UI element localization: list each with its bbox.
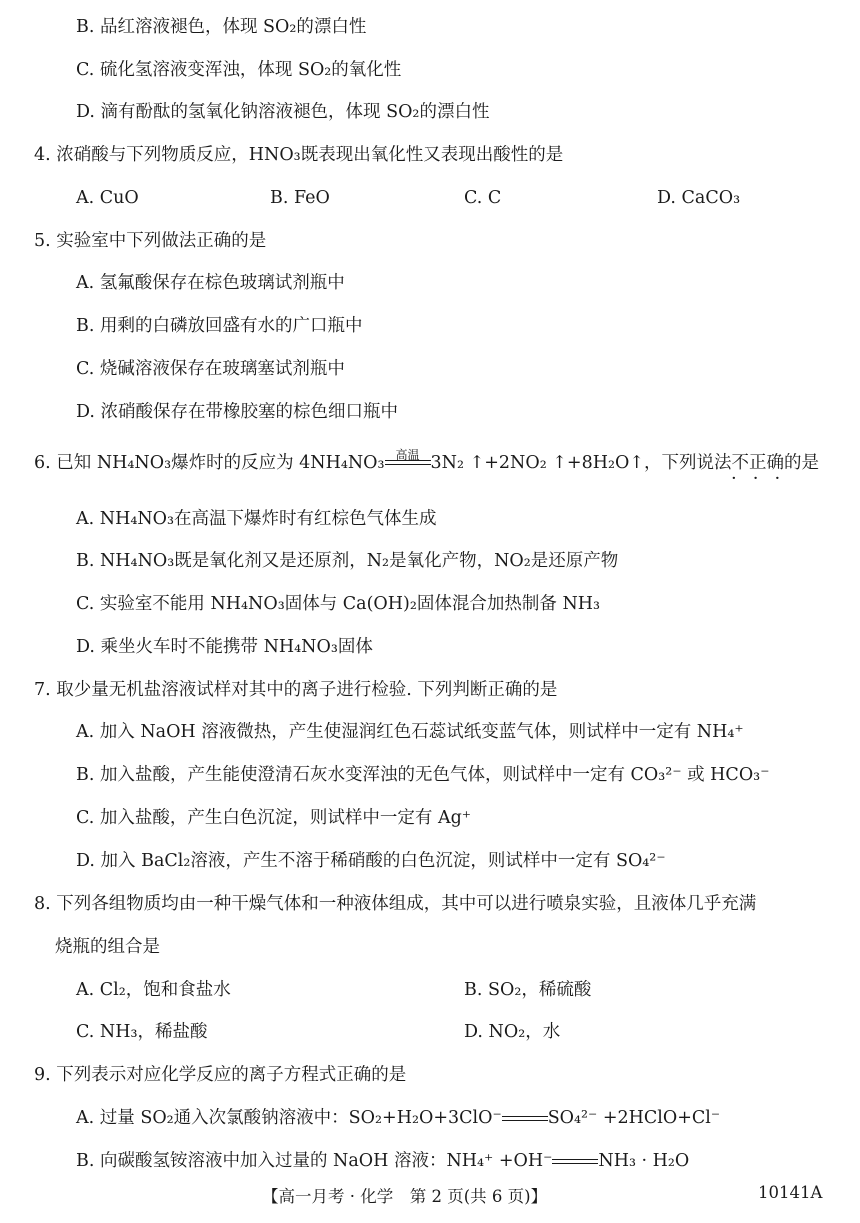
q6-stem-post: 3N₂ ↑+2NO₂ ↑+8H₂O↑，下列说法不正确的是 xyxy=(430,453,820,473)
q6-stem xyxy=(34,447,820,474)
page-footer-title: 【高一月考 · 化学 第 2 页(共 6 页)】 xyxy=(262,1187,548,1206)
page-footer-code: 10141A xyxy=(758,1183,823,1202)
q6-stem-pre: 6. 已知 NH₄NO₃爆炸时的反应为 4NH₄NO₃ xyxy=(34,453,385,473)
emphasis-dots: ··· xyxy=(731,468,797,489)
q6-option-b: B. NH₄NO₃既是氧化剂又是还原剂，N₂是氧化产物，NO₂是还原产物 xyxy=(76,551,619,571)
q8-option-c: C. NH₃，稀盐酸 xyxy=(76,1022,208,1042)
q7-stem: 7. 取少量无机盐溶液试样对其中的离子进行检验. 下列判断正确的是 xyxy=(34,680,558,700)
q3-option-b: B. 品红溶液褪色，体现 SO₂的漂白性 xyxy=(76,17,367,37)
q9-option-b-left: B. 向碳酸氢铵溶液中加入过量的 NaOH 溶液：NH₄⁺ +OH⁻ xyxy=(76,1151,553,1171)
q9-option-b xyxy=(76,1150,689,1172)
q9-option-b-right: NH₃ · H₂O xyxy=(598,1151,690,1171)
equals-sign-with-condition xyxy=(385,447,431,470)
q3-option-d: D. 滴有酚酞的氢氧化钠溶液褪色，体现 SO₂的漂白性 xyxy=(76,102,490,122)
equals-sign xyxy=(552,1156,598,1168)
q9-stem: 9. 下列表示对应化学反应的离子方程式正确的是 xyxy=(34,1065,407,1085)
q6-option-a: A. NH₄NO₃在高温下爆炸时有红棕色气体生成 xyxy=(76,509,437,529)
q7-option-a: A. 加入 NaOH 溶液微热，产生使湿润红色石蕊试纸变蓝气体，则试样中一定有 NH₄⁺ xyxy=(76,722,744,742)
q5-option-a: A. 氢氟酸保存在棕色玻璃试剂瓶中 xyxy=(76,273,345,293)
q9-option-a-left: A. 过量 SO₂通入次氯酸钠溶液中：SO₂+H₂O+3ClO⁻ xyxy=(76,1108,502,1128)
q8-stem-line1: 8. 下列各组物质均由一种干燥气体和一种液体组成，其中可以进行喷泉实验，且液体几乎充满 xyxy=(34,894,757,914)
q6-option-d: D. 乘坐火车时不能携带 NH₄NO₃固体 xyxy=(76,637,373,657)
q9-option-a-right: SO₄²⁻ +2HClO+Cl⁻ xyxy=(547,1108,721,1128)
q4-option-b: B. FeO xyxy=(270,188,330,208)
q8-stem-line2: 烧瓶的组合是 xyxy=(55,937,160,957)
q5-stem: 5. 实验室中下列做法正确的是 xyxy=(34,231,267,251)
q7-option-b: B. 加入盐酸，产生能使澄清石灰水变浑浊的无色气体，则试样中一定有 CO₃²⁻ 或 HCO₃⁻ xyxy=(76,765,770,785)
q8-option-b: B. SO₂，稀硫酸 xyxy=(464,980,592,1000)
q9-option-a xyxy=(76,1107,720,1129)
q4-option-d: D. CaCO₃ xyxy=(657,188,741,208)
q6-reaction-condition: 高温 xyxy=(395,447,420,462)
equals-sign xyxy=(502,1113,548,1125)
q6-option-c: C. 实验室不能用 NH₄NO₃固体与 Ca(OH)₂固体混合加热制备 NH₃ xyxy=(76,594,601,614)
q7-option-c: C. 加入盐酸，产生白色沉淀，则试样中一定有 Ag⁺ xyxy=(76,808,472,828)
q5-option-b: B. 用剩的白磷放回盛有水的广口瓶中 xyxy=(76,316,363,336)
q5-option-c: C. 烧碱溶液保存在玻璃塞试剂瓶中 xyxy=(76,359,345,379)
q8-option-a: A. Cl₂，饱和食盐水 xyxy=(76,980,231,1000)
q5-option-d: D. 浓硝酸保存在带橡胶塞的棕色细口瓶中 xyxy=(76,402,399,422)
q4-option-a: A. CuO xyxy=(76,188,139,208)
q7-option-d: D. 加入 BaCl₂溶液，产生不溶于稀硝酸的白色沉淀，则试样中一定有 SO₄²⁻ xyxy=(76,851,666,871)
q4-stem: 4. 浓硝酸与下列物质反应，HNO₃既表现出氧化性又表现出酸性的是 xyxy=(34,145,564,165)
q8-option-d: D. NO₂，水 xyxy=(464,1022,561,1042)
q4-option-c: C. C xyxy=(464,188,502,208)
q3-option-c: C. 硫化氢溶液变浑浊，体现 SO₂的氧化性 xyxy=(76,60,402,80)
